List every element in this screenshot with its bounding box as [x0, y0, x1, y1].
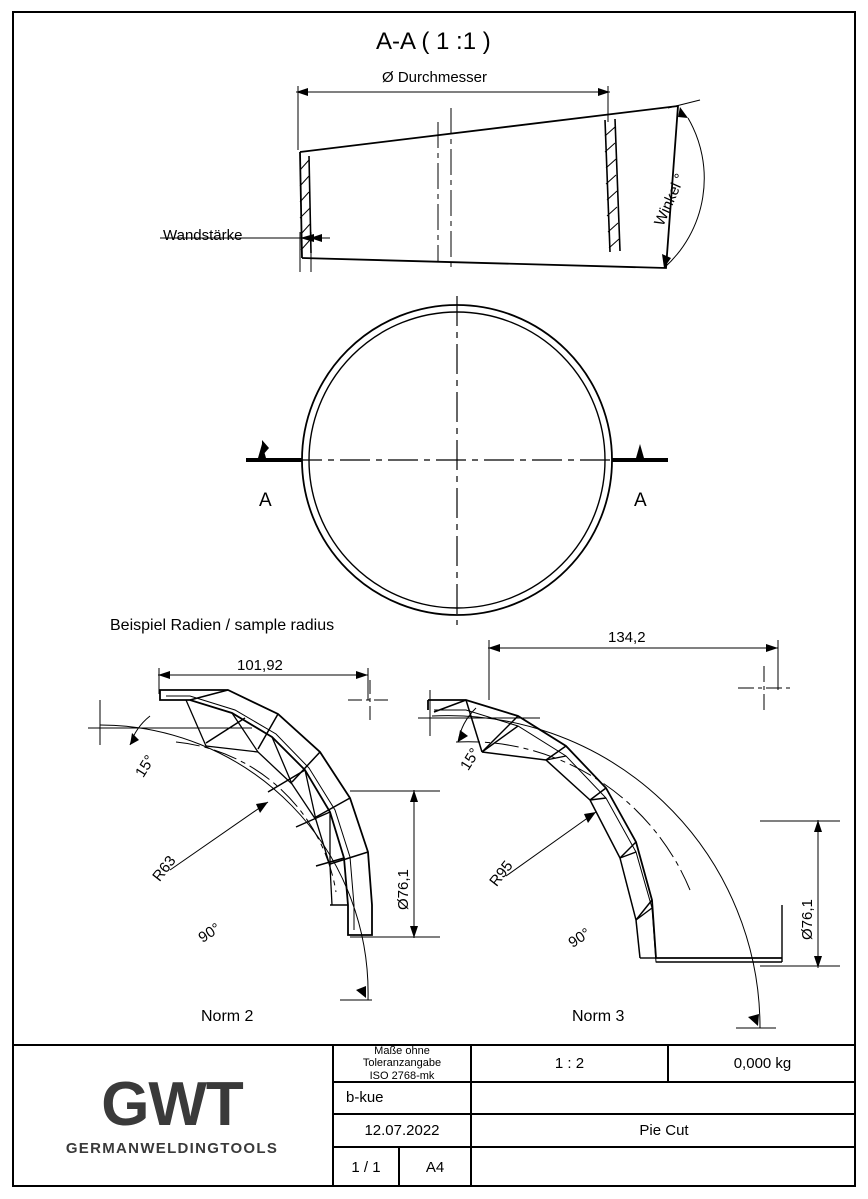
norm3-angle-15: 15° [457, 745, 484, 774]
date-value: 12.07.2022 [332, 1115, 472, 1148]
company-logo [12, 1046, 332, 1187]
radius-note: Beispiel Radien / sample radius [110, 617, 335, 634]
logo-sub-welding: WELDING [140, 1140, 221, 1158]
norm2-caption: Norm 2 [201, 1008, 254, 1025]
diameter-label: Ø Durchmesser [382, 69, 488, 86]
format-value: A4 [400, 1148, 472, 1187]
tolerance-note [332, 1046, 472, 1083]
angle-label: Winkel ° [651, 171, 690, 229]
logo-text: GWT [101, 1069, 243, 1139]
section-mark-left: A [259, 490, 272, 511]
section-mark-right: A [634, 490, 647, 511]
title-block [12, 1044, 856, 1187]
tolerance-line-2: ISO 2768-mk [369, 1069, 435, 1082]
norm2-diameter: Ø76,1 [395, 869, 412, 910]
norm3-radius: R95 [486, 857, 517, 890]
part-name-value: Pie Cut [472, 1115, 856, 1148]
wall-thickness-label: Wandstärke [163, 227, 243, 244]
norm3-width-dim: 134,2 [608, 629, 646, 646]
norm2-width-dim: 101,92 [237, 657, 283, 674]
tolerance-line-1: Maße ohne Toleranzangabe [362, 1044, 442, 1070]
norm2-radius: R63 [149, 852, 180, 885]
section-title: A-A ( 1 :1 ) [376, 28, 491, 55]
row4-blank [472, 1148, 856, 1187]
author-value: b-kue [332, 1083, 472, 1115]
norm2-arc-angle: 90° [195, 919, 224, 947]
row2-blank [472, 1083, 856, 1115]
norm3-diameter: Ø76,1 [799, 899, 816, 940]
weight-value: 0,000 kg [669, 1046, 856, 1083]
scale-value: 1 : 2 [472, 1046, 669, 1083]
norm2-angle-15: 15° [132, 752, 159, 781]
sheet-value: 1 / 1 [332, 1148, 400, 1187]
norm3-arc-angle: 90° [565, 924, 594, 952]
norm3-caption: Norm 3 [572, 1008, 625, 1025]
logo-subtitle [66, 1140, 278, 1157]
logo-sub-tools: TOOLS [220, 1140, 279, 1158]
logo-sub-german: GERMAN [65, 1140, 141, 1158]
